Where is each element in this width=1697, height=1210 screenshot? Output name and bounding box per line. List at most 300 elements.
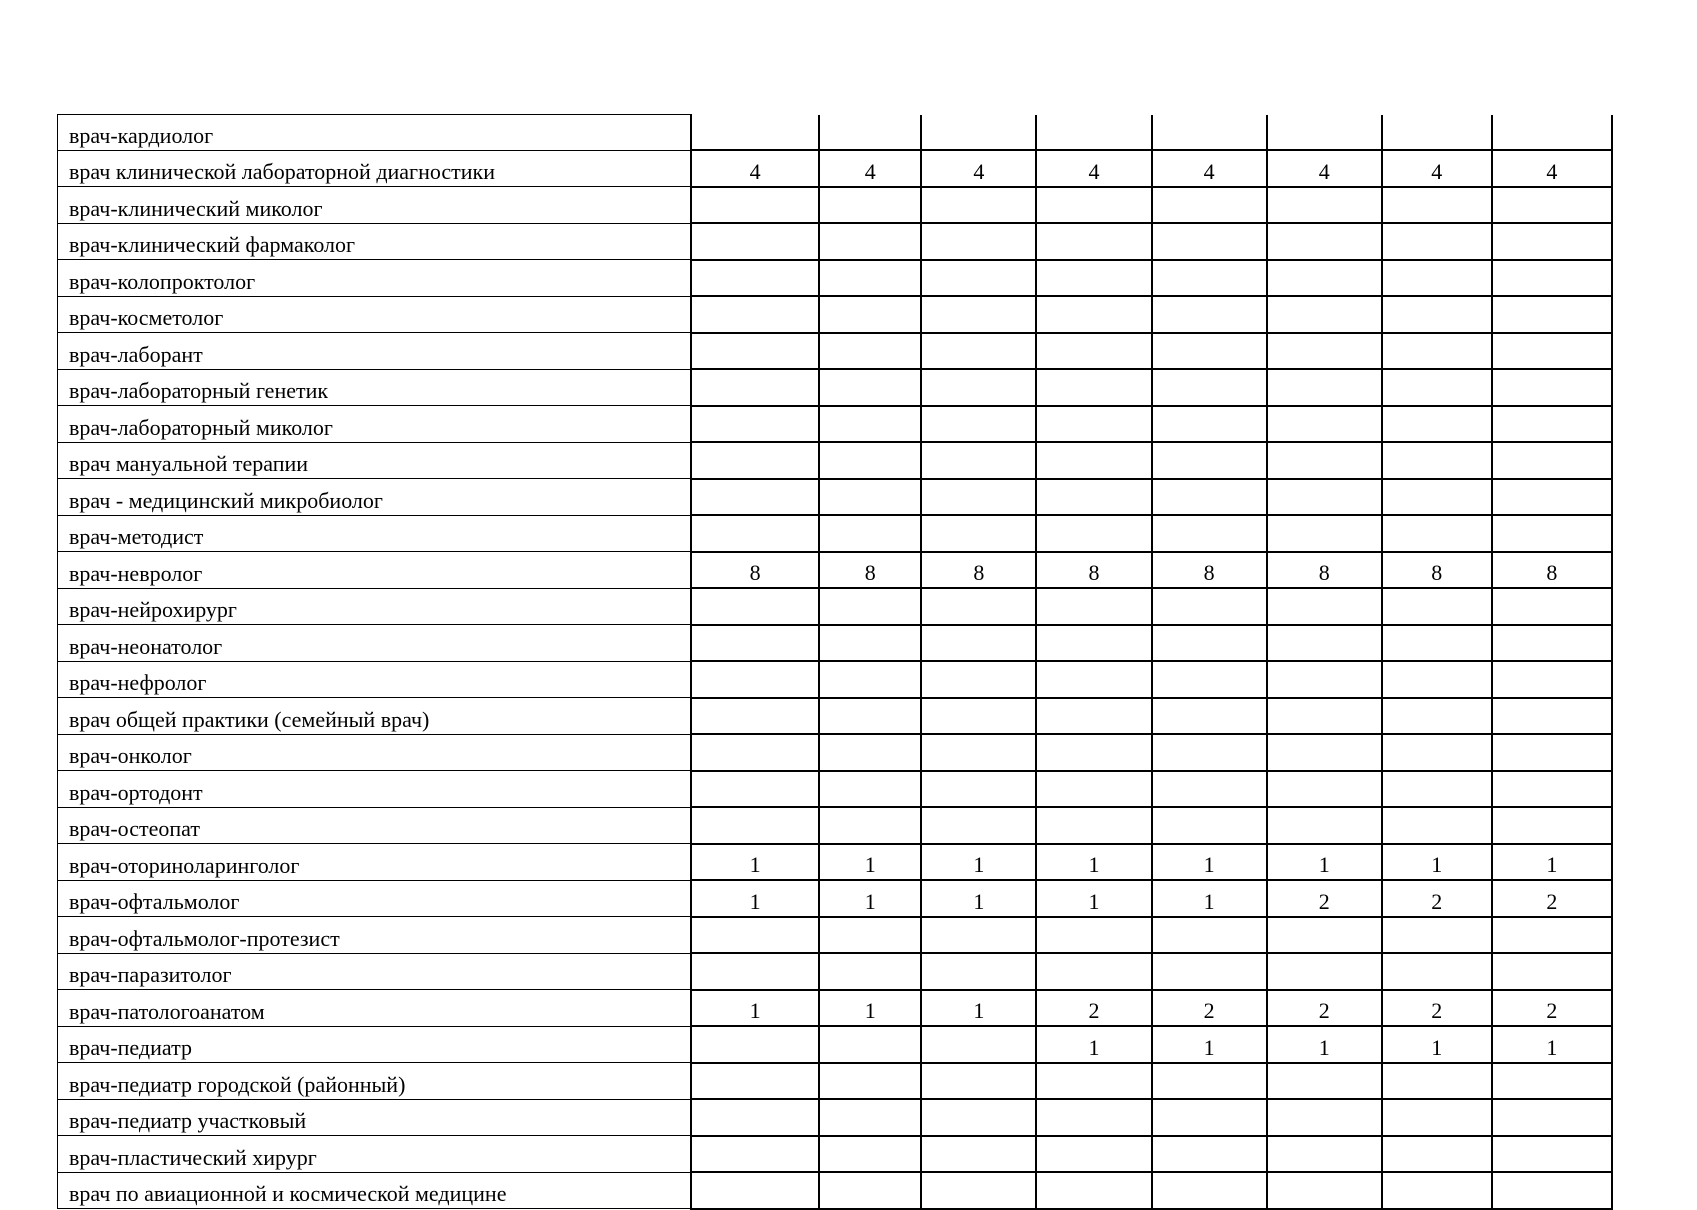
value-cell bbox=[1152, 115, 1267, 151]
value-cell bbox=[1492, 698, 1612, 735]
position-name-cell: врач-онколог bbox=[58, 734, 692, 771]
value-cell bbox=[1267, 115, 1382, 151]
value-cell: 1 bbox=[1152, 844, 1267, 881]
value-cell: 2 bbox=[1036, 990, 1151, 1027]
value-cell: 8 bbox=[819, 552, 921, 589]
value-cell bbox=[1152, 917, 1267, 954]
value-cell bbox=[1492, 953, 1612, 990]
value-cell: 2 bbox=[1152, 990, 1267, 1027]
value-cell bbox=[691, 515, 819, 552]
value-cell bbox=[1382, 698, 1492, 735]
value-cell bbox=[1036, 479, 1151, 516]
value-cell: 1 bbox=[691, 990, 819, 1027]
value-cell: 1 bbox=[1152, 1026, 1267, 1063]
value-cell bbox=[819, 296, 921, 333]
value-cell bbox=[921, 1063, 1036, 1100]
value-cell bbox=[1267, 625, 1382, 662]
value-cell bbox=[1492, 406, 1612, 443]
value-cell bbox=[1267, 771, 1382, 808]
position-name-cell: врач клинической лабораторной диагностики bbox=[58, 150, 692, 187]
value-cell bbox=[1036, 625, 1151, 662]
value-cell bbox=[1492, 917, 1612, 954]
value-cell bbox=[691, 479, 819, 516]
table-row bbox=[58, 187, 1613, 224]
value-cell bbox=[1152, 734, 1267, 771]
value-cell bbox=[1036, 442, 1151, 479]
value-cell bbox=[691, 296, 819, 333]
position-name-cell: врач-остеопат bbox=[58, 807, 692, 844]
value-cell bbox=[1492, 187, 1612, 224]
table-row bbox=[58, 661, 1613, 698]
position-name-cell: врач-кардиолог bbox=[58, 115, 692, 151]
position-name-cell: врач-оториноларинголог bbox=[58, 844, 692, 881]
position-name-cell: врач - медицинский микробиолог bbox=[58, 479, 692, 516]
value-cell bbox=[691, 917, 819, 954]
value-cell bbox=[1036, 917, 1151, 954]
value-cell bbox=[1492, 515, 1612, 552]
value-cell bbox=[921, 115, 1036, 151]
value-cell bbox=[921, 807, 1036, 844]
table-row bbox=[58, 223, 1613, 260]
value-cell: 2 bbox=[1267, 880, 1382, 917]
value-cell bbox=[1382, 953, 1492, 990]
value-cell bbox=[819, 369, 921, 406]
value-cell bbox=[1382, 406, 1492, 443]
value-cell bbox=[819, 223, 921, 260]
value-cell: 2 bbox=[1492, 880, 1612, 917]
value-cell bbox=[1382, 260, 1492, 297]
value-cell bbox=[1267, 1172, 1382, 1209]
table-row bbox=[58, 698, 1613, 735]
value-cell: 4 bbox=[691, 150, 819, 187]
value-cell bbox=[1492, 1099, 1612, 1136]
position-name-cell: врач-нейрохирург bbox=[58, 588, 692, 625]
value-cell bbox=[1492, 442, 1612, 479]
value-cell bbox=[1382, 296, 1492, 333]
value-cell bbox=[1382, 807, 1492, 844]
value-cell bbox=[1382, 115, 1492, 151]
value-cell: 1 bbox=[921, 880, 1036, 917]
table-row bbox=[58, 369, 1613, 406]
value-cell: 1 bbox=[1492, 844, 1612, 881]
value-cell: 4 bbox=[1152, 150, 1267, 187]
table-row bbox=[58, 734, 1613, 771]
value-cell bbox=[1267, 661, 1382, 698]
value-cell bbox=[1036, 807, 1151, 844]
value-cell: 4 bbox=[1267, 150, 1382, 187]
value-cell bbox=[1267, 1063, 1382, 1100]
value-cell: 2 bbox=[1382, 990, 1492, 1027]
value-cell bbox=[1152, 187, 1267, 224]
value-cell: 4 bbox=[819, 150, 921, 187]
value-cell bbox=[1036, 1099, 1151, 1136]
value-cell bbox=[1152, 1099, 1267, 1136]
value-cell: 8 bbox=[1036, 552, 1151, 589]
table-row bbox=[58, 552, 1613, 589]
position-name-cell: врач-педиатр bbox=[58, 1026, 692, 1063]
value-cell bbox=[1267, 296, 1382, 333]
value-cell bbox=[819, 442, 921, 479]
value-cell bbox=[819, 515, 921, 552]
table-row bbox=[58, 917, 1613, 954]
value-cell bbox=[819, 734, 921, 771]
value-cell bbox=[691, 369, 819, 406]
value-cell: 1 bbox=[921, 844, 1036, 881]
value-cell bbox=[819, 625, 921, 662]
value-cell: 8 bbox=[1267, 552, 1382, 589]
value-cell bbox=[1382, 187, 1492, 224]
value-cell bbox=[819, 1063, 921, 1100]
table-row bbox=[58, 880, 1613, 917]
value-cell bbox=[1267, 260, 1382, 297]
value-cell bbox=[921, 1026, 1036, 1063]
value-cell bbox=[921, 771, 1036, 808]
value-cell bbox=[819, 661, 921, 698]
value-cell bbox=[1492, 734, 1612, 771]
value-cell bbox=[1152, 807, 1267, 844]
position-name-cell: врач-неонатолог bbox=[58, 625, 692, 662]
value-cell bbox=[1036, 734, 1151, 771]
value-cell bbox=[691, 406, 819, 443]
position-name-cell: врач-лабораторный генетик bbox=[58, 369, 692, 406]
value-cell bbox=[921, 406, 1036, 443]
value-cell bbox=[1152, 1136, 1267, 1173]
value-cell bbox=[1036, 369, 1151, 406]
value-cell bbox=[1036, 187, 1151, 224]
value-cell: 4 bbox=[1492, 150, 1612, 187]
value-cell bbox=[1382, 1136, 1492, 1173]
position-name-cell: врач-клинический фармаколог bbox=[58, 223, 692, 260]
value-cell: 8 bbox=[1382, 552, 1492, 589]
position-name-cell: врач-пластический хирург bbox=[58, 1136, 692, 1173]
value-cell bbox=[1036, 223, 1151, 260]
value-cell bbox=[1036, 953, 1151, 990]
value-cell bbox=[819, 333, 921, 370]
position-name-cell: врач мануальной терапии bbox=[58, 442, 692, 479]
value-cell bbox=[1492, 588, 1612, 625]
value-cell bbox=[921, 442, 1036, 479]
table-row bbox=[58, 807, 1613, 844]
table-row bbox=[58, 442, 1613, 479]
value-cell bbox=[1152, 442, 1267, 479]
table-row bbox=[58, 479, 1613, 516]
value-cell bbox=[1382, 661, 1492, 698]
value-cell bbox=[691, 1026, 819, 1063]
value-cell bbox=[1267, 734, 1382, 771]
position-name-cell: врач-нефролог bbox=[58, 661, 692, 698]
value-cell bbox=[1492, 661, 1612, 698]
value-cell bbox=[819, 115, 921, 151]
value-cell bbox=[1492, 1172, 1612, 1209]
value-cell bbox=[1152, 1063, 1267, 1100]
value-cell bbox=[921, 734, 1036, 771]
value-cell bbox=[1492, 1063, 1612, 1100]
value-cell bbox=[819, 1099, 921, 1136]
value-cell bbox=[1382, 625, 1492, 662]
value-cell bbox=[691, 260, 819, 297]
value-cell bbox=[1492, 260, 1612, 297]
table-row bbox=[58, 150, 1613, 187]
position-name-cell: врач-методист bbox=[58, 515, 692, 552]
value-cell bbox=[819, 187, 921, 224]
value-cell bbox=[1267, 807, 1382, 844]
value-cell: 8 bbox=[1152, 552, 1267, 589]
value-cell bbox=[1492, 296, 1612, 333]
value-cell bbox=[1382, 1063, 1492, 1100]
position-name-cell: врач-офтальмолог-протезист bbox=[58, 917, 692, 954]
value-cell bbox=[1036, 260, 1151, 297]
value-cell bbox=[1267, 369, 1382, 406]
value-cell bbox=[1152, 771, 1267, 808]
value-cell bbox=[1036, 1136, 1151, 1173]
value-cell: 1 bbox=[1492, 1026, 1612, 1063]
value-cell bbox=[691, 807, 819, 844]
value-cell: 1 bbox=[691, 844, 819, 881]
value-cell bbox=[1492, 333, 1612, 370]
value-cell bbox=[921, 1172, 1036, 1209]
table-row bbox=[58, 333, 1613, 370]
value-cell bbox=[1152, 333, 1267, 370]
value-cell bbox=[1036, 661, 1151, 698]
table-row bbox=[58, 1026, 1613, 1063]
value-cell bbox=[921, 917, 1036, 954]
position-name-cell: врач-офтальмолог bbox=[58, 880, 692, 917]
value-cell: 1 bbox=[819, 844, 921, 881]
value-cell bbox=[1036, 333, 1151, 370]
value-cell bbox=[921, 296, 1036, 333]
position-name-cell: врач-клинический миколог bbox=[58, 187, 692, 224]
value-cell bbox=[1152, 369, 1267, 406]
value-cell bbox=[1267, 1136, 1382, 1173]
table-row bbox=[58, 115, 1613, 151]
position-name-cell: врач-патологоанатом bbox=[58, 990, 692, 1027]
value-cell bbox=[1382, 1172, 1492, 1209]
value-cell: 1 bbox=[1267, 844, 1382, 881]
value-cell: 8 bbox=[921, 552, 1036, 589]
value-cell bbox=[1382, 479, 1492, 516]
value-cell bbox=[819, 953, 921, 990]
value-cell bbox=[1382, 588, 1492, 625]
value-cell bbox=[1382, 333, 1492, 370]
value-cell bbox=[1152, 260, 1267, 297]
value-cell bbox=[691, 1099, 819, 1136]
value-cell bbox=[819, 1026, 921, 1063]
position-name-cell: врач-педиатр городской (районный) bbox=[58, 1063, 692, 1100]
staffing-table-page bbox=[57, 114, 1613, 1210]
value-cell bbox=[921, 625, 1036, 662]
value-cell bbox=[1492, 369, 1612, 406]
value-cell bbox=[1036, 115, 1151, 151]
value-cell bbox=[691, 588, 819, 625]
value-cell bbox=[691, 333, 819, 370]
value-cell: 2 bbox=[1267, 990, 1382, 1027]
value-cell bbox=[1152, 661, 1267, 698]
value-cell bbox=[1036, 771, 1151, 808]
table-row bbox=[58, 515, 1613, 552]
staffing-table bbox=[57, 114, 1613, 1210]
value-cell bbox=[691, 223, 819, 260]
value-cell bbox=[1382, 734, 1492, 771]
table-row bbox=[58, 1099, 1613, 1136]
value-cell bbox=[1382, 515, 1492, 552]
value-cell bbox=[1382, 369, 1492, 406]
value-cell bbox=[1492, 223, 1612, 260]
value-cell bbox=[921, 661, 1036, 698]
value-cell bbox=[691, 661, 819, 698]
value-cell: 1 bbox=[1036, 880, 1151, 917]
position-name-cell: врач по авиационной и космической медицине bbox=[58, 1172, 692, 1209]
value-cell bbox=[819, 771, 921, 808]
value-cell bbox=[819, 1172, 921, 1209]
value-cell bbox=[1382, 771, 1492, 808]
table-row bbox=[58, 990, 1613, 1027]
value-cell bbox=[1036, 1063, 1151, 1100]
position-name-cell: врач-лаборант bbox=[58, 333, 692, 370]
table-row bbox=[58, 296, 1613, 333]
value-cell: 8 bbox=[691, 552, 819, 589]
value-cell bbox=[1492, 771, 1612, 808]
value-cell bbox=[1152, 515, 1267, 552]
value-cell: 1 bbox=[1036, 844, 1151, 881]
table-row bbox=[58, 1172, 1613, 1209]
value-cell bbox=[1492, 479, 1612, 516]
table-row bbox=[58, 953, 1613, 990]
value-cell bbox=[1382, 223, 1492, 260]
value-cell bbox=[691, 187, 819, 224]
value-cell bbox=[1152, 698, 1267, 735]
value-cell bbox=[1036, 406, 1151, 443]
value-cell bbox=[691, 734, 819, 771]
table-row bbox=[58, 1063, 1613, 1100]
value-cell bbox=[1152, 953, 1267, 990]
value-cell bbox=[691, 953, 819, 990]
value-cell bbox=[1267, 917, 1382, 954]
value-cell bbox=[691, 1172, 819, 1209]
value-cell bbox=[819, 406, 921, 443]
table-row bbox=[58, 406, 1613, 443]
value-cell: 1 bbox=[1152, 880, 1267, 917]
value-cell bbox=[1152, 406, 1267, 443]
value-cell: 1 bbox=[1382, 1026, 1492, 1063]
value-cell bbox=[1152, 296, 1267, 333]
table-row bbox=[58, 771, 1613, 808]
value-cell bbox=[1267, 442, 1382, 479]
value-cell: 2 bbox=[1382, 880, 1492, 917]
value-cell: 1 bbox=[1036, 1026, 1151, 1063]
value-cell bbox=[1267, 1099, 1382, 1136]
value-cell bbox=[819, 479, 921, 516]
value-cell bbox=[1492, 625, 1612, 662]
value-cell bbox=[1267, 953, 1382, 990]
value-cell bbox=[1492, 115, 1612, 151]
value-cell bbox=[921, 223, 1036, 260]
value-cell bbox=[691, 625, 819, 662]
table-row bbox=[58, 625, 1613, 662]
value-cell bbox=[1267, 479, 1382, 516]
value-cell bbox=[691, 1063, 819, 1100]
value-cell bbox=[1267, 223, 1382, 260]
value-cell: 4 bbox=[921, 150, 1036, 187]
value-cell bbox=[1036, 296, 1151, 333]
value-cell bbox=[921, 1136, 1036, 1173]
value-cell bbox=[819, 260, 921, 297]
position-name-cell: врач-косметолог bbox=[58, 296, 692, 333]
value-cell bbox=[1267, 187, 1382, 224]
value-cell bbox=[819, 807, 921, 844]
table-row bbox=[58, 1136, 1613, 1173]
table-row bbox=[58, 260, 1613, 297]
value-cell: 1 bbox=[1382, 844, 1492, 881]
value-cell bbox=[1152, 479, 1267, 516]
value-cell bbox=[691, 442, 819, 479]
position-name-cell: врач-паразитолог bbox=[58, 953, 692, 990]
table-row bbox=[58, 588, 1613, 625]
value-cell bbox=[819, 917, 921, 954]
value-cell: 4 bbox=[1382, 150, 1492, 187]
value-cell bbox=[921, 953, 1036, 990]
value-cell bbox=[921, 515, 1036, 552]
position-name-cell: врач-лабораторный миколог bbox=[58, 406, 692, 443]
value-cell: 1 bbox=[1267, 1026, 1382, 1063]
position-name-cell: врач общей практики (семейный врач) bbox=[58, 698, 692, 735]
value-cell bbox=[1382, 917, 1492, 954]
table-row bbox=[58, 844, 1613, 881]
value-cell: 1 bbox=[691, 880, 819, 917]
value-cell bbox=[921, 1099, 1036, 1136]
position-name-cell: врач-ортодонт bbox=[58, 771, 692, 808]
value-cell bbox=[921, 369, 1036, 406]
value-cell: 8 bbox=[1492, 552, 1612, 589]
value-cell bbox=[1036, 515, 1151, 552]
value-cell bbox=[921, 260, 1036, 297]
value-cell bbox=[819, 1136, 921, 1173]
value-cell bbox=[921, 698, 1036, 735]
value-cell bbox=[1267, 406, 1382, 443]
value-cell: 1 bbox=[819, 880, 921, 917]
value-cell bbox=[691, 1136, 819, 1173]
value-cell bbox=[819, 588, 921, 625]
value-cell bbox=[921, 187, 1036, 224]
value-cell: 1 bbox=[819, 990, 921, 1027]
value-cell bbox=[921, 333, 1036, 370]
value-cell bbox=[1382, 1099, 1492, 1136]
value-cell bbox=[921, 588, 1036, 625]
value-cell bbox=[1267, 588, 1382, 625]
value-cell bbox=[1267, 515, 1382, 552]
value-cell bbox=[1152, 223, 1267, 260]
value-cell bbox=[1267, 698, 1382, 735]
value-cell bbox=[691, 115, 819, 151]
value-cell bbox=[1036, 1172, 1151, 1209]
position-name-cell: врач-педиатр участковый bbox=[58, 1099, 692, 1136]
value-cell bbox=[1382, 442, 1492, 479]
value-cell bbox=[819, 698, 921, 735]
value-cell: 2 bbox=[1492, 990, 1612, 1027]
value-cell bbox=[1152, 588, 1267, 625]
value-cell bbox=[1036, 588, 1151, 625]
value-cell bbox=[1492, 807, 1612, 844]
position-name-cell: врач-невролог bbox=[58, 552, 692, 589]
value-cell: 4 bbox=[1036, 150, 1151, 187]
position-name-cell: врач-колопроктолог bbox=[58, 260, 692, 297]
value-cell bbox=[921, 479, 1036, 516]
value-cell: 1 bbox=[921, 990, 1036, 1027]
value-cell bbox=[1152, 625, 1267, 662]
value-cell bbox=[1152, 1172, 1267, 1209]
value-cell bbox=[1492, 1136, 1612, 1173]
value-cell bbox=[691, 771, 819, 808]
value-cell bbox=[691, 698, 819, 735]
